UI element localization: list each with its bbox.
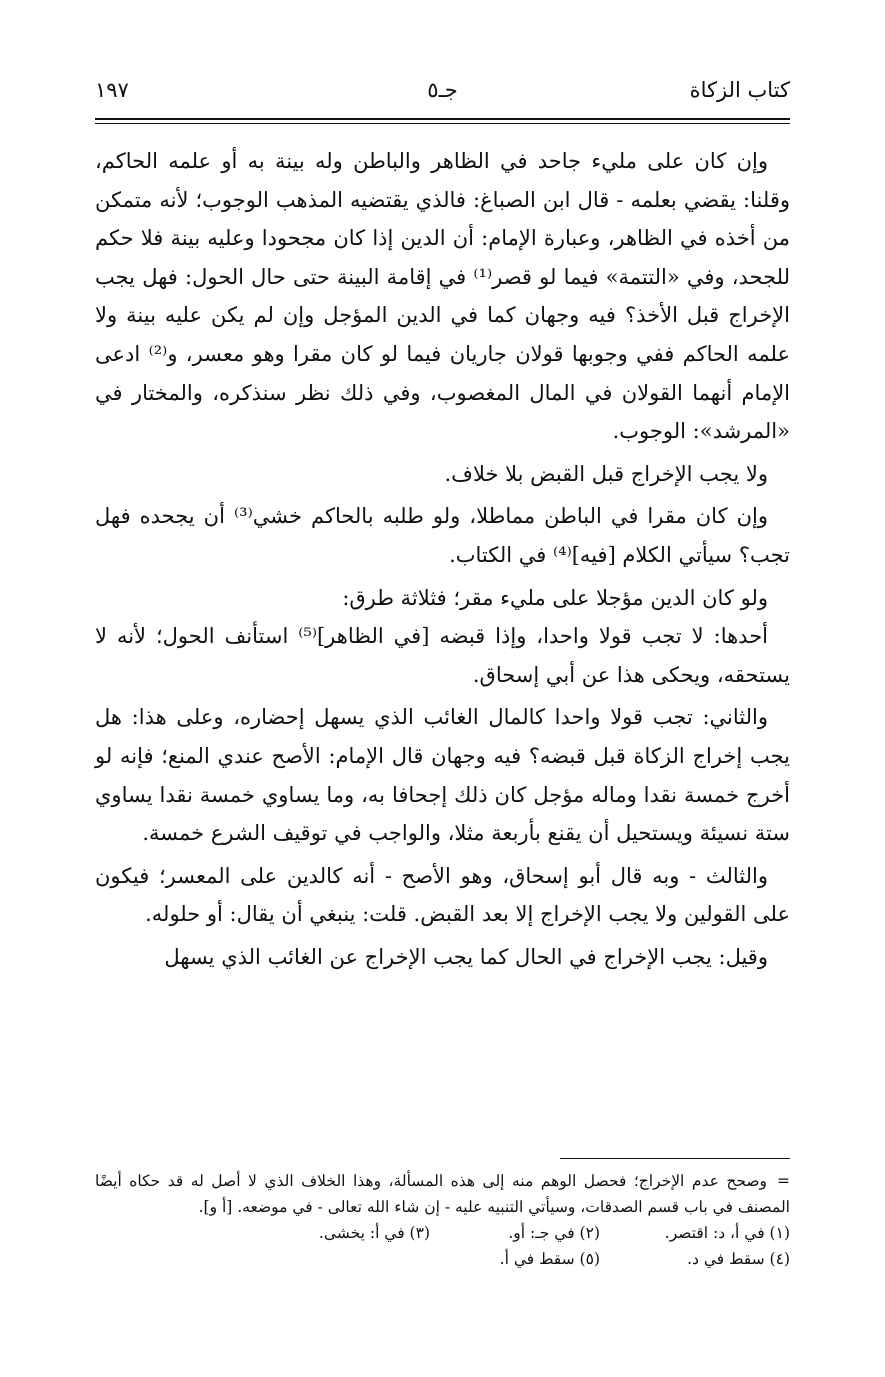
footnote-3: (٣) في أ: يخشى. — [318, 1224, 430, 1242]
continuation-mark: = — [777, 1172, 790, 1190]
footnote-2: (٢) في جـ: أو. — [508, 1224, 600, 1242]
footnote-1: (١) في أ، د: اقتصر. — [664, 1224, 790, 1242]
paragraph-7: والثالث - وبه قال أبو إسحاق، وهو الأصح - أنه كالدين على المعسر؛ فيكون على القولين ولا يجب الإخراج إلا بعد القبض. قلت: ينبغي أن يقال: أو حلوله. — [95, 863, 790, 927]
header-rule-thick — [95, 118, 790, 120]
paragraph-5: أحدها: لا تجب قولا واحدا، وإذا قبضه [في الظاهر]⁽⁵⁾ استأنف الحول؛ لأنه لا يستحقه، ويحكى هذا عن أبي إسحاق. — [95, 624, 790, 687]
footnote-continuation — [95, 1168, 790, 1220]
footnote-4: (٤) سقط في د. — [687, 1250, 790, 1268]
footnote-separator — [560, 1158, 790, 1159]
footnote-row-2 — [95, 1246, 790, 1272]
main-text — [95, 142, 790, 976]
paragraph-1: وإن كان على مليء جاحد في الظاهر والباطن وله بينة به أو علمه الحاكم، وقلنا: يقضي بعلمه - قال ابن الصباغ: فالذي يقتضيه المذهب الوجوب؛ لأنه متمكن من أخذه في الظاهر، وعبارة الإمام: أن الدين إذا كان مجحودا وعليه بينة فلا حكم للجحد، وفي «التتمة» فيما لو قصر⁽¹⁾ في إقامة البينة حتى حال الحول: فهل يجب الإخراج قبل الأخذ؟ فيه وجهان كما في الدين المؤجل وإن لم يكن عليه بينة ولا علمه الحاكم ففي وجوبها قولان جاريان فيما لو كان مقرا وهو معسر، و⁽²⁾ ادعى الإمام أنهما القولان في المال المغصوب، وفي ذلك نظر سنذكره، والمختار في «المرشد»: الوجوب. — [95, 149, 790, 444]
running-header — [95, 78, 790, 112]
paragraph-2: ولا يجب الإخراج قبل القبض بلا خلاف. — [444, 461, 768, 486]
continuation-text: وصحح عدم الإخراج؛ فحصل الوهم منه إلى هذه المسألة، وهذا الخلاف الذي لا أصل له قد حكاه أيضًا المصنف في باب قسم الصدقات، وسيأتي التنبيه عليه - إن شاء الله تعالى - في موضعه. [أ و]. — [95, 1172, 790, 1216]
volume-label: جـ٥ — [427, 78, 458, 102]
footnotes — [95, 1168, 790, 1272]
paragraph-8: وقيل: يجب الإخراج في الحال كما يجب الإخراج عن الغائب الذي يسهل — [164, 944, 768, 969]
paragraph-3: وإن كان مقرا في الباطن مماطلا، ولو طلبه بالحاكم خشي⁽³⁾ أن يجحده فهل تجب؟ سيأتي الكلام [فيه]⁽⁴⁾ في الكتاب. — [95, 504, 790, 567]
header-rule-thin — [95, 123, 790, 124]
footnote-5: (٥) سقط في أ. — [499, 1250, 600, 1268]
paragraph-4: ولو كان الدين مؤجلا على مليء مقر؛ فثلاثة طرق: — [342, 585, 768, 610]
page-number: ١٩٧ — [95, 78, 129, 102]
paragraph-6: والثاني: تجب قولا واحدا كالمال الغائب الذي يسهل إحضاره، وعلى هذا: هل يجب إخراج الزكاة قبل قبضه؟ فيه وجهان قال الإمام: الأصح عندي المنع؛ فإنه لو أخرج خمسة نقدا وماله مؤجل كان ذلك إجحافا به، وما يساوي خمسة نقدا يساوي ستة نسيئة ويستحيل أن يقنع بأربعة مثلا، والواجب في توقيف الشرع خمسة. — [95, 705, 790, 846]
chapter-title: كتاب الزكاة — [689, 78, 790, 102]
footnote-row-1 — [95, 1220, 790, 1246]
